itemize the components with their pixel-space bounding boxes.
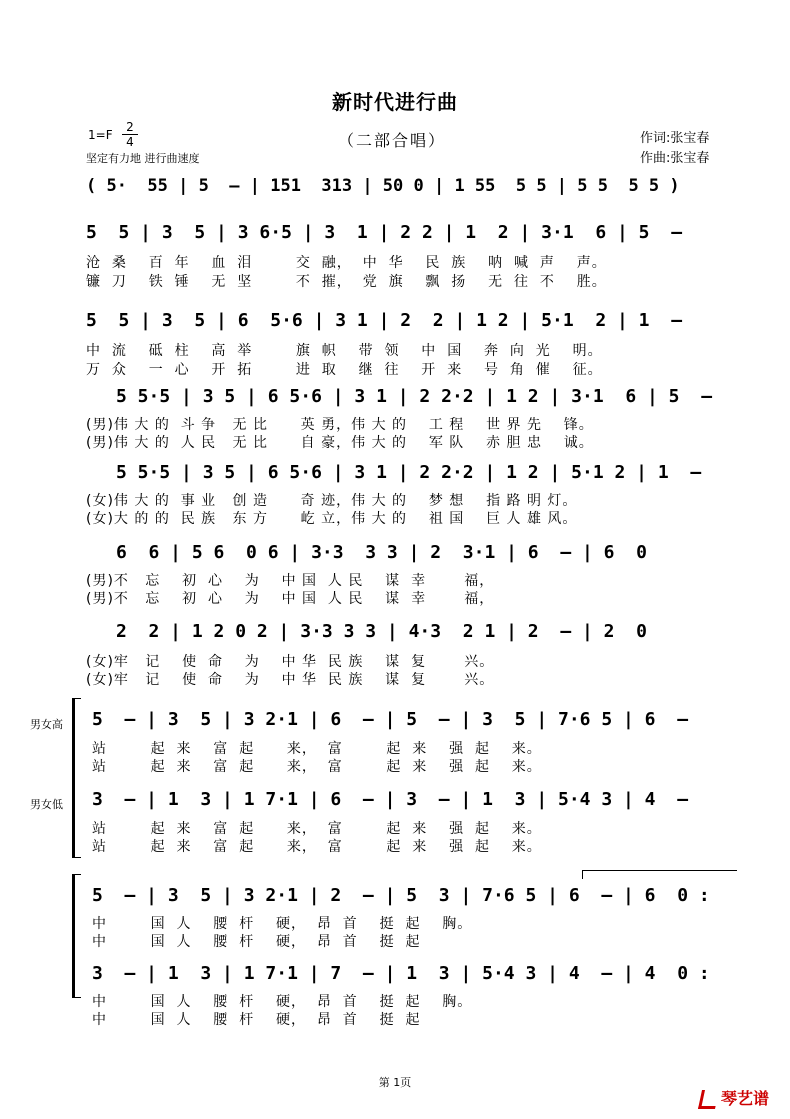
score-row-1-lyrics-1: 沧 桑 百 年 血 泪 交 融， 中 华 民 族 呐 喊 声 声。 (86, 255, 607, 271)
score-row-3-lyrics-2: (男)伟 大 的 人 民 无 比 自 豪，伟 大 的 军 队 赤 胆 忠 诚。 (86, 435, 594, 451)
score-row-9-lyrics-1: 中 国 人 腰 杆 硬， 昂 首 挺 起 胸。 (92, 916, 473, 932)
time-signature-bottom: 4 (122, 134, 138, 149)
part-label-low: 男女低 (30, 798, 63, 811)
score-row-intro-notes: ( 5· 55 | 5 – | 151 313 | 50 0 | 1 55 5 5 | 5 5 5 5 ) (86, 176, 680, 196)
system-brace-2 (72, 874, 81, 998)
score-row-6-lyrics-2: (女)牢 记 使 命 为 中 华 民 族 谋 复 兴。 (86, 672, 495, 688)
score-row-2-notes: 5 5 | 3 5 | 6 5·6 | 3 1 | 2 2 | 1 2 | 5·1 2 | 1 – (86, 310, 683, 331)
score-row-4-lyrics-1: (女)伟 大 的 事 业 创 造 奇 迹，伟 大 的 梦 想 指 路 明 灯。 (86, 493, 578, 509)
score-row-10-lyrics-1: 中 国 人 腰 杆 硬， 昂 首 挺 起 胸。 (92, 994, 473, 1010)
tempo-marking: 坚定有力地 进行曲速度 (86, 152, 200, 165)
score-row-2-lyrics-2: 万 众 一 心 开 拓 进 取 继 往 开 来 号 角 催 征。 (86, 362, 603, 378)
time-signature (122, 120, 138, 149)
score-row-8-notes: 3 – | 1 3 | 1 7·1 | 6 – | 3 – | 1 3 | 5·4 3 | 4 – (92, 789, 689, 810)
score-row-8-lyrics-2: 站 起 来 富 起 来， 富 起 来 强 起 来。 (92, 839, 542, 855)
watermark-text: 琴艺谱 (721, 1089, 770, 1108)
system-brace (72, 698, 81, 858)
score-row-10-lyrics-2: 中 国 人 腰 杆 硬， 昂 首 挺 起 (92, 1012, 421, 1028)
score-row-3-notes: 5 5·5 | 3 5 | 6 5·6 | 3 1 | 2 2·2 | 1 2 | 3·1 6 | 5 – (116, 386, 713, 407)
key-signature: 1=F (88, 128, 113, 142)
score-row-8-lyrics-1: 站 起 来 富 起 来， 富 起 来 强 起 来。 (92, 821, 542, 837)
score-row-4-lyrics-2: (女)大 的 的 民 族 东 方 屹 立，伟 大 的 祖 国 巨 人 雄 风。 (86, 511, 578, 527)
score-row-4-notes: 5 5·5 | 3 5 | 6 5·6 | 3 1 | 2 2·2 | 1 2 | 5·1 2 | 1 – (116, 462, 702, 483)
song-title: 新时代进行曲 (332, 90, 458, 114)
logo-icon (698, 1090, 719, 1109)
lyricist-credit: 作词:张宝春 (640, 131, 710, 146)
page-number: 第 1页 (378, 1076, 412, 1089)
score-row-9-notes: 5 – | 3 5 | 3 2·1 | 2 – | 5 3 | 7·6 5 | 6 – | 6 0 : (92, 885, 710, 906)
score-row-5-lyrics-2: (男)不 忘 初 心 为 中 国 人 民 谋 幸 福， (86, 591, 495, 607)
score-row-5-lyrics-1: (男)不 忘 初 心 为 中 国 人 民 谋 幸 福， (86, 573, 495, 589)
score-row-1-lyrics-2: 镰 刀 铁 锤 无 坚 不 摧， 党 旗 飘 扬 无 往 不 胜。 (86, 274, 607, 290)
score-row-2-lyrics-1: 中 流 砥 柱 高 举 旗 帜 带 领 中 国 奔 向 光 明。 (86, 343, 603, 359)
score-row-6-lyrics-1: (女)牢 记 使 命 为 中 华 民 族 谋 复 兴。 (86, 654, 495, 670)
score-row-10-notes: 3 – | 1 3 | 1 7·1 | 7 – | 1 3 | 5·4 3 | 4 – | 4 0 : (92, 963, 710, 984)
score-row-7-notes: 5 – | 3 5 | 3 2·1 | 6 – | 5 – | 3 5 | 7·6 5 | 6 – (92, 709, 689, 730)
score-row-7-lyrics-1: 站 起 来 富 起 来， 富 起 来 强 起 来。 (92, 741, 542, 757)
score-row-5-notes: 6 6 | 5 6 0 6 | 3·3 3 3 | 2 3·1 | 6 – | 6 0 (116, 542, 648, 563)
score-row-6-notes: 2 2 | 1 2 0 2 | 3·3 3 3 | 4·3 2 1 | 2 – | 2 0 (116, 621, 648, 642)
score-row-7-lyrics-2: 站 起 来 富 起 来， 富 起 来 强 起 来。 (92, 759, 542, 775)
composer-credit: 作曲:张宝春 (640, 151, 710, 166)
score-row-3-lyrics-1: (男)伟 大 的 斗 争 无 比 英 勇，伟 大 的 工 程 世 界 先 锋。 (86, 417, 594, 433)
score-row-9-lyrics-2: 中 国 人 腰 杆 硬， 昂 首 挺 起 (92, 934, 421, 950)
time-signature-top: 2 (126, 120, 134, 134)
score-row-1-notes: 5 5 | 3 5 | 3 6·5 | 3 1 | 2 2 | 1 2 | 3·1 6 | 5 – (86, 222, 683, 243)
watermark-logo (700, 1086, 769, 1109)
first-ending-bracket (582, 870, 737, 879)
song-subtitle: （二部合唱） (338, 131, 447, 150)
part-label-high: 男女高 (30, 718, 63, 731)
